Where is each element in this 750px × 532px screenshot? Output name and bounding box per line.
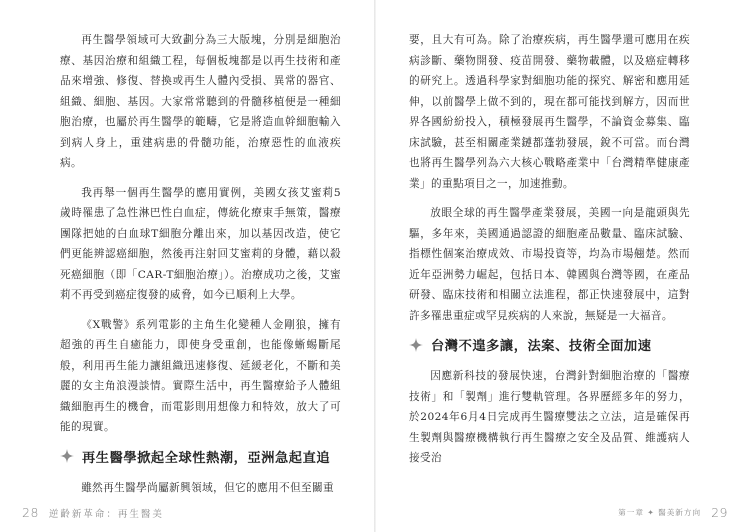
- left-paragraph-3: 《X戰警》系列電影的主角生化變種人金剛狼，擁有超強的再生自癒能力，即使身受重創，也能像蜥蜴斷尾般，利用再生能力讓組織迅速修復、延緩老化，不斷和美麗的女主角浪漫談情。實際生活中，再生醫療給予人體組織細胞再生的機會，而電影則用想像力和特效，放大了可能的現實。: [60, 318, 341, 433]
- left-running-title: 逆齡新革命：再生醫美: [48, 508, 164, 520]
- right-page-number: 29: [711, 505, 728, 520]
- left-paragraph-4: 雖然再生醫學尚屬新興領域，但它的應用不但至關重: [81, 481, 335, 494]
- left-paragraph-1: 再生醫學領域可大致劃分為三大版塊，分別是細胞治療、基因治療和組織工程，每個板塊都是以再生技術和產品來增強、修復、替換或再生人體內受損、異常的器官、組織、細胞、基因。大家常常聽到的骨髓移植便是一種細胞治療，也屬於再生醫學的範疇，它是將造血幹細胞輸入到病人身上，重建病患的骨髓功能，治療惡性的血液疾病。: [60, 34, 341, 169]
- right-paragraph-2: 放眼全球的再生醫學產業發展，美國一向是龍頭與先驅，多年來，美國通過認證的細胞產品數量、臨床試驗、指標性個案治療成效、市場投資等，均為市場翹楚。然而近年亞洲勢力崛起，包括日本、韓國與台灣等國，在產品研發、臨床技術和相關立法進程，都正快速發展中，這對許多罹患重症或罕見疾病的人來說，無疑是一大福音。: [409, 207, 690, 322]
- right-paragraph-3: 因應新科技的發展快速，台灣針對細胞治療的「醫療技術」和「製劑」進行雙軌管理。各界歷經多年的努力，於2024年6月4日完成再生醫療雙法之立法，這是確保再生製劑與醫療機構執行再生醫療之安全及品質、維護病人接受治: [409, 370, 690, 464]
- section-heading-right-text: 台灣不遑多讓，法案、技術全面加速: [431, 339, 652, 354]
- right-running-title: 第一章 ✦ 醫美新方向: [618, 508, 702, 517]
- right-folio: [618, 505, 728, 520]
- left-page-number: 28: [22, 505, 39, 520]
- left-folio: [22, 505, 164, 520]
- four-point-star-icon: [409, 338, 423, 352]
- section-heading-right: [409, 335, 690, 354]
- section-heading-left-text: 再生醫學掀起全球性熱潮，亞洲急起直追: [82, 450, 331, 466]
- left-paragraph-2: 我再舉一個再生醫學的應用實例，美國女孩艾蜜莉5歲時罹患了急性淋巴性白血症，傳統化療束手無策，醫療團隊把她的白血球T細胞分離出來，加以基因改造，使它們更能辨認癌細胞，然後再注射回艾蜜莉的身體，藉以殺死癌細胞（即「CAR-T細胞治療」）。治療成功之後，艾蜜莉不再受到癌症復發的威脅，如今已順利上大學。: [60, 186, 341, 301]
- right-paragraph-1: 要，且大有可為。除了治療疾病，再生醫學還可應用在疾病診斷、藥物開發、疫苗開發、藥物載體，以及癌症轉移的研究上。透過科學家對細胞功能的探究、解密和應用延伸，以前醫學上做不到的，現在都可能找到解方，因而世界各國紛紛投入，積極發展再生醫學，不論資金募集、臨床試驗，甚至相關產業鏈都蓬勃發展，銳不可當。而台灣也將再生醫學列為六大核心戰略產業中「台灣精準健康產業」的重點項目之一，加速推動。: [409, 34, 690, 190]
- section-heading-left: [60, 447, 341, 466]
- right-page: [375, 0, 750, 532]
- four-point-star-icon: [60, 449, 74, 463]
